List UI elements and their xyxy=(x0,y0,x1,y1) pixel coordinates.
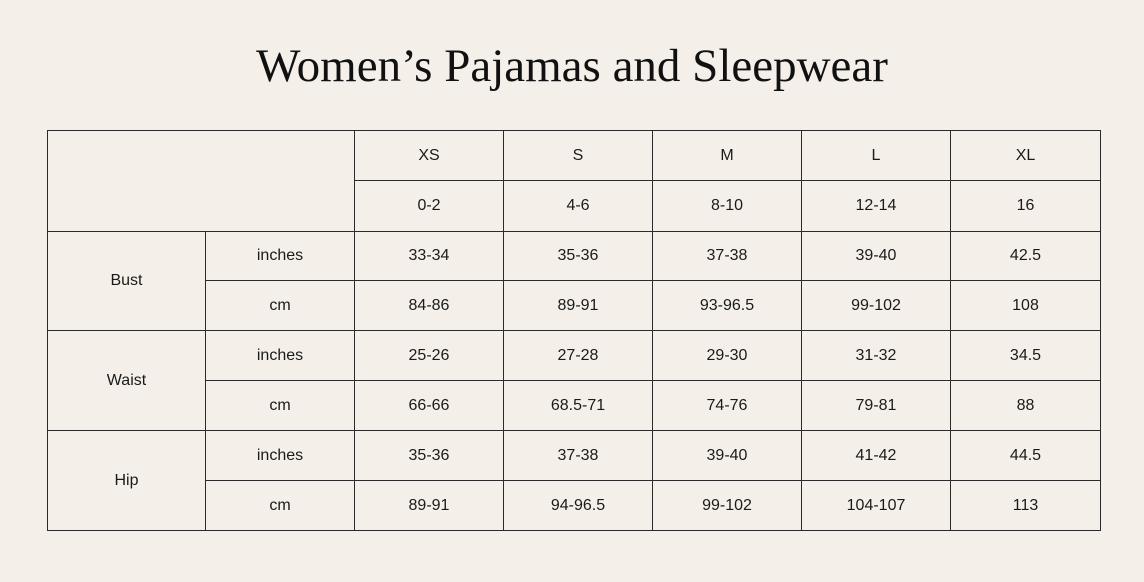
table-cell: 25-26 xyxy=(355,331,504,381)
table-cell: 27-28 xyxy=(504,331,653,381)
waist-inches-row xyxy=(48,331,1101,381)
table-cell: 35-36 xyxy=(504,232,653,281)
table-cell: 37-38 xyxy=(504,431,653,481)
size-label-l: L xyxy=(802,131,951,181)
table-cell: 34.5 xyxy=(951,331,1101,381)
size-label-xs: XS xyxy=(355,131,504,181)
size-range-m: 8-10 xyxy=(653,181,802,232)
size-chart-table xyxy=(47,130,1101,531)
size-label-m: M xyxy=(653,131,802,181)
unit-label: cm xyxy=(206,281,355,331)
table-cell: 108 xyxy=(951,281,1101,331)
measurement-label-waist: Waist xyxy=(48,331,206,431)
table-cell: 41-42 xyxy=(802,431,951,481)
table-cell: 93-96.5 xyxy=(653,281,802,331)
size-range-xl: 16 xyxy=(951,181,1101,232)
unit-label: cm xyxy=(206,481,355,531)
size-range-s: 4-6 xyxy=(504,181,653,232)
table-cell: 84-86 xyxy=(355,281,504,331)
table-cell: 66-66 xyxy=(355,381,504,431)
table-cell: 94-96.5 xyxy=(504,481,653,531)
table-cell: 42.5 xyxy=(951,232,1101,281)
hip-cm-row xyxy=(48,481,1101,531)
hip-inches-row xyxy=(48,431,1101,481)
table-cell: 99-102 xyxy=(653,481,802,531)
table-cell: 104-107 xyxy=(802,481,951,531)
table-cell: 44.5 xyxy=(951,431,1101,481)
unit-label: cm xyxy=(206,381,355,431)
page-title: Women’s Pajamas and Sleepwear xyxy=(256,40,888,92)
table-cell: 113 xyxy=(951,481,1101,531)
measurement-label-bust: Bust xyxy=(48,232,206,331)
corner-cell xyxy=(48,131,355,232)
size-range-xs: 0-2 xyxy=(355,181,504,232)
waist-cm-row xyxy=(48,381,1101,431)
size-label-s: S xyxy=(504,131,653,181)
table-cell: 39-40 xyxy=(653,431,802,481)
size-label-xl: XL xyxy=(951,131,1101,181)
size-label-row xyxy=(48,131,1101,181)
unit-label: inches xyxy=(206,431,355,481)
unit-label: inches xyxy=(206,331,355,381)
table-cell: 88 xyxy=(951,381,1101,431)
unit-label: inches xyxy=(206,232,355,281)
table-cell: 35-36 xyxy=(355,431,504,481)
table-cell: 39-40 xyxy=(802,232,951,281)
table-cell: 79-81 xyxy=(802,381,951,431)
table-cell: 68.5-71 xyxy=(504,381,653,431)
table-cell: 99-102 xyxy=(802,281,951,331)
measurement-label-hip: Hip xyxy=(48,431,206,531)
table-cell: 29-30 xyxy=(653,331,802,381)
size-range-l: 12-14 xyxy=(802,181,951,232)
bust-cm-row xyxy=(48,281,1101,331)
table-cell: 89-91 xyxy=(355,481,504,531)
table-cell: 33-34 xyxy=(355,232,504,281)
table-cell: 89-91 xyxy=(504,281,653,331)
table-cell: 37-38 xyxy=(653,232,802,281)
bust-inches-row xyxy=(48,232,1101,281)
table-cell: 74-76 xyxy=(653,381,802,431)
table-cell: 31-32 xyxy=(802,331,951,381)
